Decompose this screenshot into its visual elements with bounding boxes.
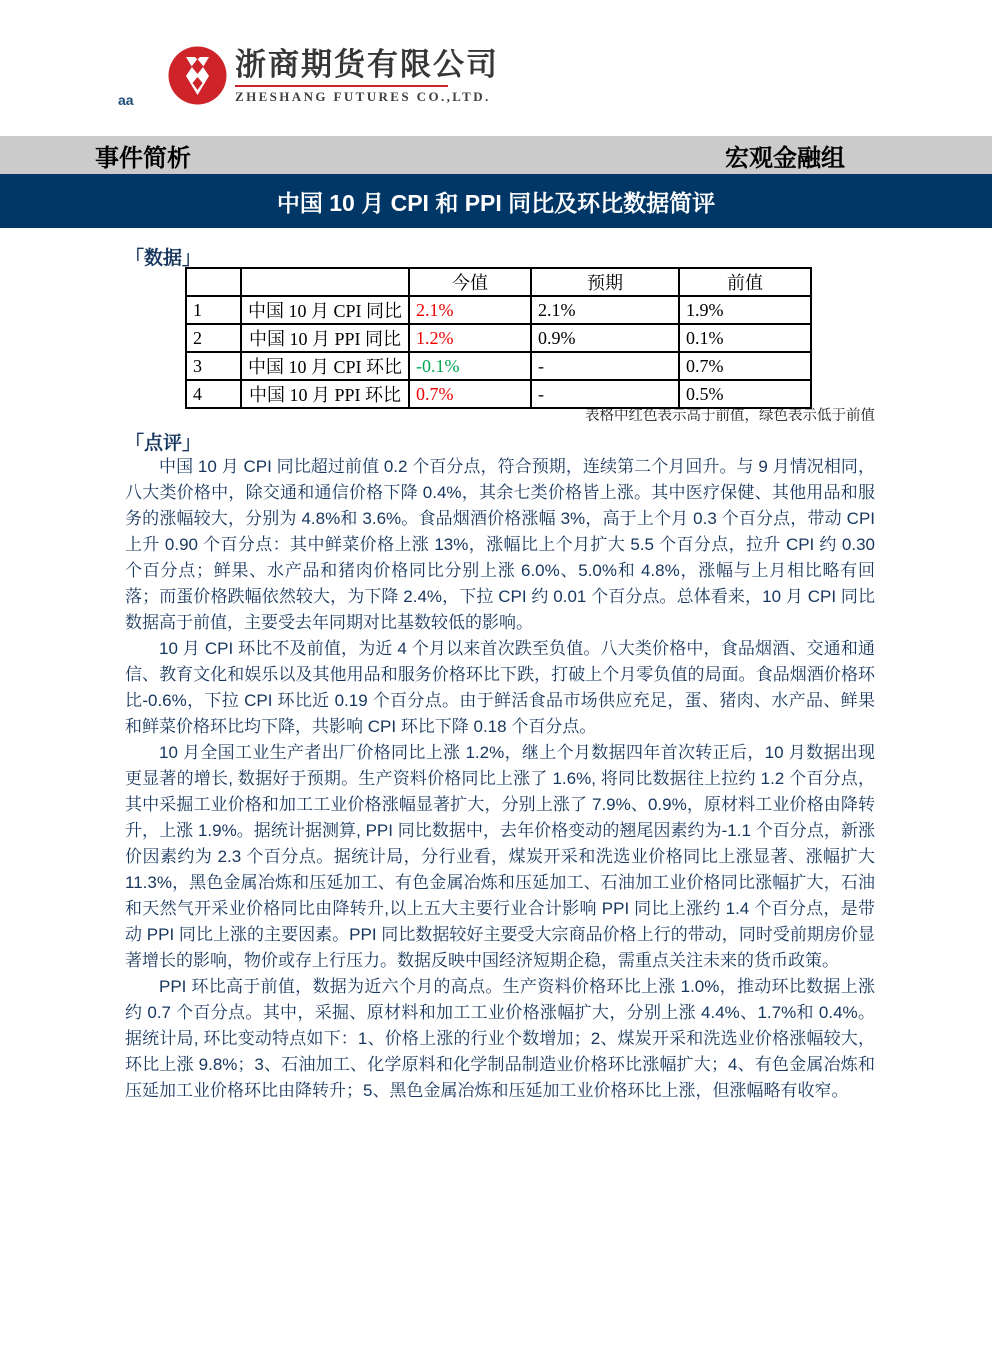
indicator-name: 中国 10 月 CPI 同比 (241, 296, 409, 324)
indicator-name: 中国 10 月 PPI 同比 (241, 324, 409, 352)
header-empty-name (241, 268, 409, 296)
previous-value: 0.5% (679, 380, 811, 408)
team-label: 宏观金融组 (725, 144, 845, 172)
current-value: -0.1% (409, 352, 531, 380)
comment-paragraph: 10 月 CPI 环比不及前值，为近 4 个月以来首次跌至负值。八大类价格中，食品烟酒、交通和通信、教育文化和娱乐以及其他用品和服务价格环比下跌，打破上个月零负值的局面。食品烟酒价格环比-0.6%，下拉 CPI 环比近 0.19 个百分点。由于鲜活食品市场供应充足，蛋、猪肉、水产品、鲜果和鲜菜价格环比均下降，共影响 CPI 环比下降 0.18 个百分点。 (125, 639, 875, 736)
previous-value: 0.7% (679, 352, 811, 380)
row-number: 3 (186, 352, 241, 380)
expected-value: - (531, 352, 679, 380)
table-row (186, 296, 811, 324)
company-name-block (235, 46, 499, 105)
comment-body (125, 454, 875, 1104)
comment-paragraph: 10 月全国工业生产者出厂价格同比上涨 1.2%，继上个月数据四年首次转正后，10 月数据出现更显著的增长, 数据好于预期。生产资料价格同比上涨了 1.6%, 将同比数据往上拉约 1.2 个百分点，其中采掘工业价格和加工工业价格涨幅显著扩大，分别上涨了 7.9%、0.9%，原材料工业价格由降转升，上涨 1.9%。据统计据测算, PPI 同比数据中，去年价格变动的翘尾因素约为-1.1 个百分点，新涨价因素约为 2.3 个百分点。据统计局，分行业看，煤炭开采和洗选业价格同比上涨显著、涨幅扩大 11.3%，黑色金属冶炼和压延加工、有色金属冶炼和压延加工、石油加工业价格同比涨幅扩大，石油和天然气开采业价格同比由降转升,以上五大主要行业合计影响 PPI 同比上涨约 1.4 个百分点，是带动 PPI 同比上涨的主要因素。PPI 同比数据较好主要受大宗商品价格上行的带动，同时受前期房价显著增长的影响，物价或存上行压力。数据反映中国经济短期企稳，需重点关注未来的货币政策。 (125, 743, 875, 970)
cpi-ppi-data-table (185, 267, 812, 409)
header-previous: 前值 (679, 268, 811, 296)
table-row (186, 324, 811, 352)
expected-value: 2.1% (531, 296, 679, 324)
logo-divider (235, 85, 448, 87)
company-name-cn: 浙商期货有限公司 (235, 47, 499, 82)
data-section-heading: 「数据」 (125, 248, 202, 269)
table-row (186, 352, 811, 380)
comment-section-heading: 「点评」 (125, 433, 202, 454)
page-title: 中国 10 月 CPI 和 PPI 同比及环比数据简评 (276, 189, 716, 216)
row-number: 2 (186, 324, 241, 352)
comment-paragraph: PPI 环比高于前值，数据为近六个月的高点。生产资料价格环比上涨 1.0%，推动环比数据上涨约 0.7 个百分点。其中，采掘、原材料和加工工业价格涨幅扩大，分别上涨 4.4%、1.7%和 0.4%。据统计局, 环比变动特点如下：1、价格上涨的行业个数增加；2、煤炭开采和洗选业价格涨幅较大，环比上涨 9.8%；3、石油加工、化学原料和化学制品制造业价格环比涨幅扩大；4、有色金属冶炼和压延加工业价格环比由降转升；5、黑色金属冶炼和压延加工业价格环比上涨，但涨幅略有收窄。 (125, 977, 875, 1100)
table-header-row (186, 268, 811, 296)
indicator-name: 中国 10 月 CPI 环比 (241, 352, 409, 380)
header-current: 今值 (409, 268, 531, 296)
company-logo (168, 46, 499, 105)
current-value: 0.7% (409, 380, 531, 408)
company-logo-icon (168, 46, 227, 105)
expected-value: - (531, 380, 679, 408)
current-value: 1.2% (409, 324, 531, 352)
header-expected: 预期 (531, 268, 679, 296)
current-value: 2.1% (409, 296, 531, 324)
expected-value: 0.9% (531, 324, 679, 352)
comment-paragraph: 中国 10 月 CPI 同比超过前值 0.2 个百分点，符合预期，连续第二个月回升。与 9 月情况相同，八大类价格中，除交通和通信价格下降 0.4%，其余七类价格皆上涨。其中医疗保健、其他用品和服务的涨幅较大，分别为 4.8%和 3.6%。食品烟酒价格涨幅 3%，高于上个月 0.3 个百分点，带动 CPI 上升 0.90 个百分点：其中鲜菜价格上涨 13%，涨幅比上个月扩大 5.5 个百分点，拉升 CPI 约 0.30 个百分点；鲜果、水产品和猪肉价格同比分别上涨 6.0%、5.0%和 4.8%，涨幅与上月相比略有回落；而蛋价格跌幅依然较大，为下降 2.4%，下拉 CPI 约 0.01 个百分点。总体看来，10 月 CPI 同比数据高于前值，主要受去年同期对比基数较低的影响。 (125, 457, 875, 632)
aa-annotation: aa (118, 92, 134, 108)
indicator-name: 中国 10 月 PPI 环比 (241, 380, 409, 408)
previous-value: 1.9% (679, 296, 811, 324)
title-bar (0, 174, 992, 228)
row-number: 4 (186, 380, 241, 408)
category-banner (0, 136, 992, 174)
header-empty-no (186, 268, 241, 296)
previous-value: 0.1% (679, 324, 811, 352)
report-type-label: 事件简析 (95, 144, 191, 172)
company-name-en: ZHESHANG FUTURES CO.,LTD. (235, 89, 491, 104)
table-color-legend: 表格中红色表示高于前值，绿色表示低于前值 (585, 408, 875, 424)
row-number: 1 (186, 296, 241, 324)
